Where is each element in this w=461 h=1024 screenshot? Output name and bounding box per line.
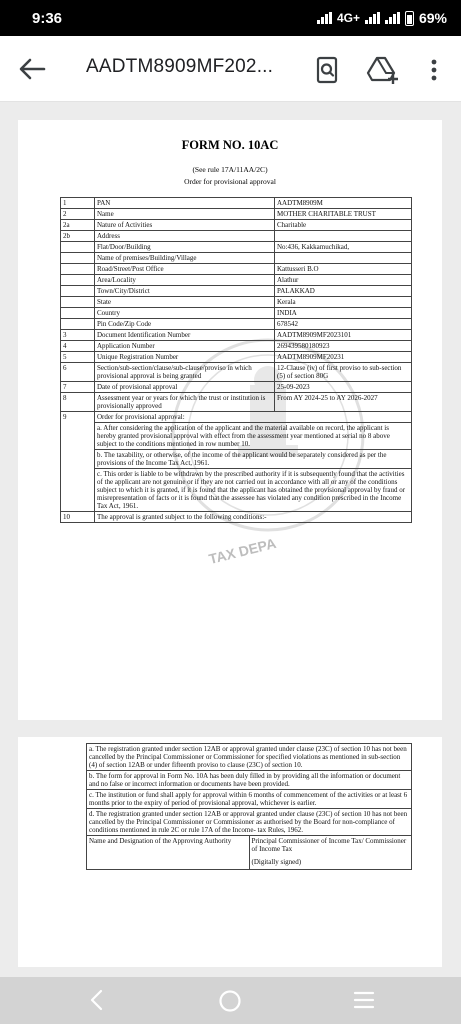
row-value — [275, 253, 412, 264]
row-label: Road/Street/Post Office — [95, 264, 275, 275]
watermark-text: TAX DEPA — [207, 534, 278, 568]
row-value: 678542 — [275, 319, 412, 330]
row-value: AADTM8909MF20231 — [275, 352, 412, 363]
table-row — [61, 341, 412, 352]
authority-cell — [249, 836, 412, 870]
condition-row — [87, 790, 412, 809]
row-value: From AY 2024-25 to AY 2026-2027 — [275, 393, 412, 412]
row-value: AADTM8909M — [275, 198, 412, 209]
status-indicators — [317, 10, 447, 26]
row-value: No:436, Kakkamuchikad, — [275, 242, 412, 253]
network-type: 4G+ — [336, 11, 360, 25]
condition-a: a. The registration granted under section 12AB or approval granted under clause (23C) of section 10 has not been cancelled by the Principal Commissioner or Commissioner for specified violations as mentioned in sub-section (4) of section 12AB or under fifteenth proviso to clause (23C) of section 10. — [87, 744, 412, 771]
order-clause-row — [61, 423, 412, 450]
table-row — [61, 286, 412, 297]
row-label: Area/Locality — [95, 275, 275, 286]
row-label: Document Identification Number — [95, 330, 275, 341]
condition-row — [87, 744, 412, 771]
document-page-1[interactable] — [18, 120, 442, 720]
signal-strength-2-icon — [385, 12, 400, 24]
order-clause-c: c. This order is liable to be withdrawn by the prescribed authority if it is subsequently found that the activities of the applicant are not genuine or if they are not carried out in accordance with all or any of the conditions subject to which it is granted, if it is found that the applicant has obtained the provisional approval by fraud or misrepresentation of facts or it is found that the assessee has violated any condition prescribed in the Income Tax Act, 1961. — [95, 469, 412, 512]
row-number: 5 — [61, 352, 95, 363]
row-value: 12-Clause (iv) of first proviso to sub-section (5) of section 80G — [275, 363, 412, 382]
table-row — [61, 319, 412, 330]
row-number: 9 — [61, 412, 95, 512]
row-number: 2a — [61, 220, 95, 231]
row-number: 8 — [61, 393, 95, 412]
system-navigation-bar — [0, 977, 461, 1024]
authority-row — [87, 836, 412, 870]
row-number — [61, 308, 95, 319]
order-clause-b: b. The taxability, or otherwise, of the income of the applicant would be separately considered as per the provisions of the Income Tax Act, 1961. — [95, 450, 412, 469]
row-number: 4 — [61, 341, 95, 352]
row-value: Charitable — [275, 220, 412, 231]
signal-icon — [317, 12, 332, 24]
row-label: Nature of Activities — [95, 220, 275, 231]
row-number: 2 — [61, 209, 95, 220]
condition-row — [87, 809, 412, 836]
row-number: 2b — [61, 231, 95, 242]
order-clause-a: a. After considering the application of the applicant and the material available on record, the applicant is hereby granted provisional approval with effect from the assessment year mentioned at serial no 8 above subject to the conditions mentioned in row number 10. — [95, 423, 412, 450]
document-page-2[interactable] — [18, 737, 442, 967]
row-number: 3 — [61, 330, 95, 341]
row-label: Section/sub-section/clause/sub-clause/proviso in which provisional approval is being granted — [95, 363, 275, 382]
row-value: Kerala — [275, 297, 412, 308]
row-number — [61, 253, 95, 264]
order-clause-row — [61, 450, 412, 469]
row-label: Flat/Door/Building — [95, 242, 275, 253]
row-label: Application Number — [95, 341, 275, 352]
row-label: Date of provisional approval — [95, 382, 275, 393]
row-label: Pin Code/Zip Code — [95, 319, 275, 330]
form-title: FORM NO. 10AC — [181, 138, 279, 152]
table-row — [61, 264, 412, 275]
row-number: 7 — [61, 382, 95, 393]
row-label: Name of premises/Building/Village — [95, 253, 275, 264]
row-value — [275, 231, 412, 242]
app-bar — [0, 36, 461, 102]
condition-row — [87, 771, 412, 790]
row-label: Town/City/District — [95, 286, 275, 297]
conditions-header: The approval is granted subject to the following conditions:- — [95, 512, 412, 523]
document-title: AADTM8909MF202... — [86, 56, 274, 77]
battery-icon — [405, 11, 414, 26]
authority-label: Name and Designation of the Approving Authority — [87, 836, 250, 870]
conditions-header-row — [61, 512, 412, 523]
table-row — [61, 382, 412, 393]
row-number — [61, 286, 95, 297]
table-row — [61, 198, 412, 209]
more-options-icon[interactable] — [424, 55, 444, 85]
row-number: 6 — [61, 363, 95, 382]
form-rule-reference: (See rule 17A/11AA/2C) — [192, 165, 268, 174]
form-details-table — [60, 197, 412, 523]
row-number — [61, 242, 95, 253]
form-subtitle: Order for provisional approval — [184, 177, 276, 186]
order-clause-row — [61, 469, 412, 512]
battery-level: 69% — [418, 10, 447, 26]
table-row — [61, 253, 412, 264]
condition-d: d. The registration granted under section 12AB or approval granted under clause (23C) of section 10 has not been cancelled by the Principal Commissioner or Commissioner as authorised by the Board for non-compliance of conditions mentioned in rule 2C or rule 17A of the Income- tax Rules, 1962. — [87, 809, 412, 836]
authority-value: Principal Commissioner of Income Tax/ Commissioner of Income Tax — [251, 837, 407, 853]
table-row — [61, 363, 412, 382]
row-value: 269439580180923 — [275, 341, 412, 352]
nav-recent-apps-icon[interactable] — [352, 990, 376, 1010]
row-label: Country — [95, 308, 275, 319]
digitally-signed-note: (Digitally signed) — [251, 858, 302, 866]
table-row — [61, 297, 412, 308]
row-number — [61, 319, 95, 330]
add-to-drive-icon[interactable] — [366, 55, 400, 85]
row-value: MOTHER CHARITABLE TRUST — [275, 209, 412, 220]
status-time: 9:36 — [32, 9, 63, 27]
row-number — [61, 264, 95, 275]
order-label: Order for provisional approval: — [95, 412, 412, 423]
row-label: Name — [95, 209, 275, 220]
table-row — [61, 209, 412, 220]
search-in-document-icon[interactable] — [313, 55, 343, 85]
signal-strength-icon — [365, 12, 380, 24]
row-value: Alathur — [275, 275, 412, 286]
row-label: State — [95, 297, 275, 308]
table-row — [61, 220, 412, 231]
nav-back-icon[interactable] — [86, 987, 108, 1013]
row-label: Address — [95, 231, 275, 242]
row-number: 1 — [61, 198, 95, 209]
row-value: 25-09-2023 — [275, 382, 412, 393]
conditions-table — [86, 743, 412, 870]
table-row — [61, 330, 412, 341]
condition-b: b. The form for approval in Form No. 10A has been duly filled in by providing all the information or document and no false or incorrect information or documents have been provided. — [87, 771, 412, 790]
order-row — [61, 412, 412, 423]
row-label: PAN — [95, 198, 275, 209]
row-label: Assessment year or years for which the trust or institution is provisionally approved — [95, 393, 275, 412]
nav-home-icon[interactable] — [217, 988, 243, 1014]
row-label: Unique Registration Number — [95, 352, 275, 363]
table-row — [61, 308, 412, 319]
condition-c: c. The institution or fund shall apply for approval within 6 months of commencement of the activities or at least 6 months prior to the expiry of period of provisional approval, whichever is earlier. — [87, 790, 412, 809]
table-row — [61, 242, 412, 253]
table-row — [61, 352, 412, 363]
row-number: 10 — [61, 512, 95, 523]
status-bar — [0, 0, 461, 36]
row-value: PALAKKAD — [275, 286, 412, 297]
row-number — [61, 275, 95, 286]
table-row — [61, 393, 412, 412]
table-row — [61, 231, 412, 242]
back-arrow-icon[interactable] — [16, 55, 48, 83]
row-number — [61, 297, 95, 308]
row-value: INDIA — [275, 308, 412, 319]
table-row — [61, 275, 412, 286]
row-value: Kattusseri B.O — [275, 264, 412, 275]
row-value: AADTM8909MF2023101 — [275, 330, 412, 341]
